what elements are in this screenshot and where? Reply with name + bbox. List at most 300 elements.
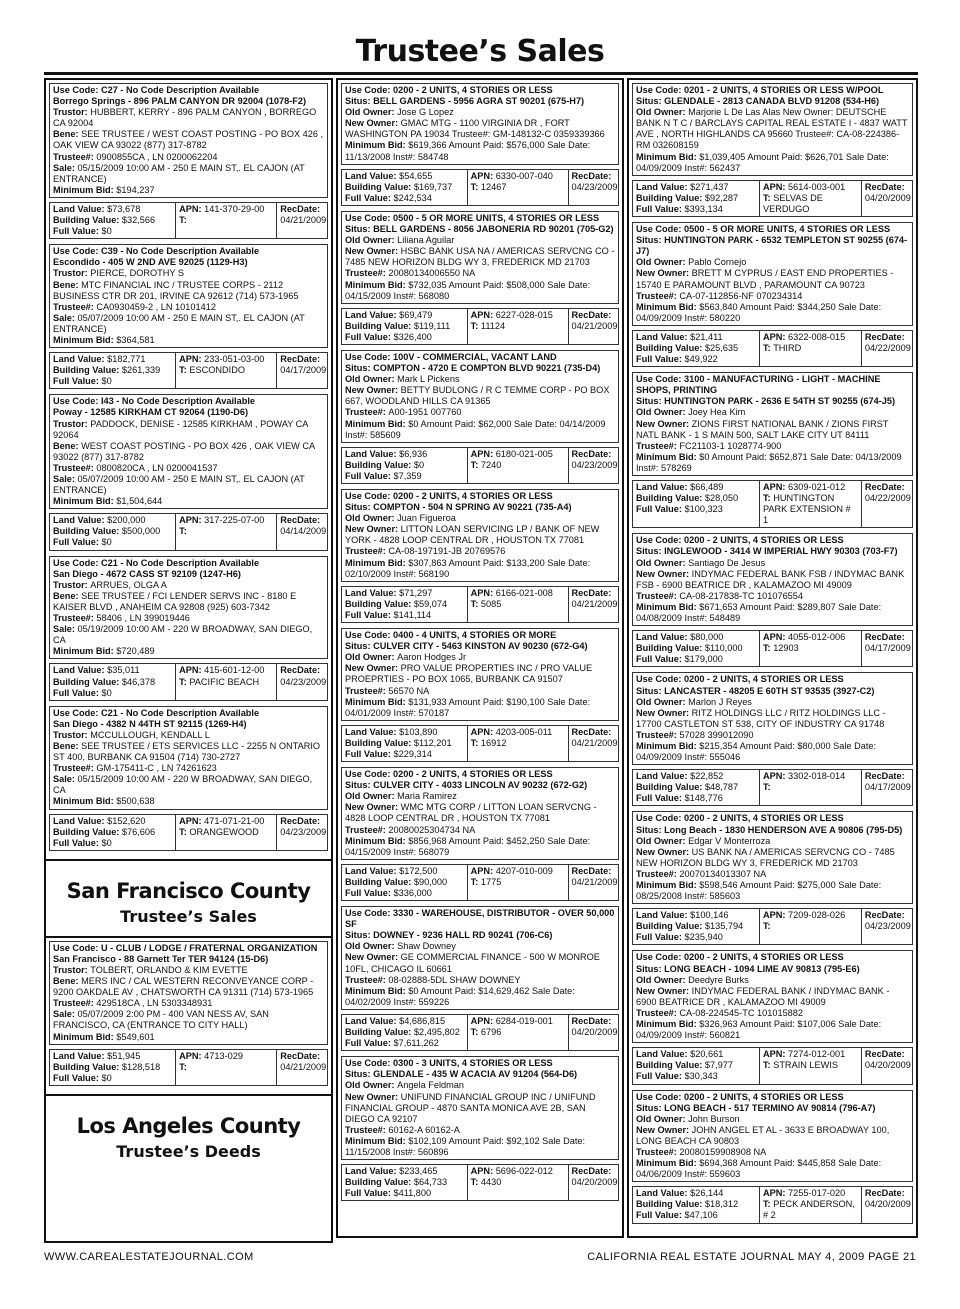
apn-cell [468, 587, 569, 622]
listing-header [632, 811, 913, 904]
listing-header [49, 706, 328, 810]
detail-label: New Owner: [636, 707, 692, 718]
apn-label: APN: [470, 726, 496, 737]
building-value-amount: $32,566 [121, 215, 156, 226]
value-table [632, 769, 913, 806]
detail-label: Old Owner: [345, 107, 398, 118]
value-table [632, 630, 913, 667]
situs: Escondido - 405 W 2ND AVE 92025 (1129-H3) [53, 257, 248, 268]
detail-value: 05/07/2009 10:00 AM - 250 E MAIN ST,. EL CAJON (AT ENTRANCE) [53, 312, 305, 334]
apn-label: APN: [179, 515, 205, 526]
building-value-label: Building Value: [345, 181, 414, 192]
land-value [53, 816, 172, 827]
detail-value: FC21103-1 1028774-900 [679, 440, 782, 451]
detail-label: Minimum Bid: [53, 184, 117, 195]
full-value-label: Full Value: [53, 837, 102, 848]
detail-label: New Owner: [345, 246, 401, 257]
detail-value: GE COMMERCIAL FINANCE - 500 W MONROE 10FL, CHICAGO IL 60661 [345, 952, 600, 974]
listing-detail [345, 246, 615, 268]
detail-label: Trustee#: [636, 1007, 680, 1018]
land-value-amount: $6,936 [399, 448, 428, 459]
detail-label: Minimum Bid: [53, 496, 117, 507]
listing-detail [345, 524, 615, 546]
tract-value: STRAIN LEWIS [773, 1060, 839, 1071]
detail-label: New Owner: [345, 1091, 401, 1102]
listing [341, 211, 619, 345]
land-value-amount: $233,465 [399, 1166, 438, 1177]
building-value [345, 877, 464, 888]
detail-value: RITZ HOLDINGS LLC / RITZ HOLDINGS LLC - 17700 CASTLETON ST 538, CITY OF INDUSTRY CA 91748 [636, 707, 886, 729]
use-code: Use Code: 0200 - 2 UNITS, 4 STORIES OR LESS [636, 674, 844, 685]
building-value [345, 738, 464, 749]
listing-detail [636, 986, 909, 1008]
listing-detail [53, 163, 324, 185]
listing-detail [636, 741, 909, 763]
tract-label: T: [762, 1060, 774, 1071]
land-value-amount: $4,686,815 [399, 1015, 446, 1026]
recdate-cell [569, 1015, 621, 1050]
land-value-amount: $69,479 [399, 309, 433, 320]
detail-label: Old Owner: [636, 557, 689, 568]
land-value [636, 332, 756, 343]
detail-label: Old Owner: [345, 791, 398, 802]
building-value-label: Building Value: [345, 320, 414, 331]
full-value [345, 888, 464, 899]
recdate-value: 04/22/2009 [864, 493, 911, 504]
listing-detail [345, 118, 615, 140]
tract-label: T: [179, 526, 187, 537]
building-value-amount: $112,201 [413, 737, 452, 748]
apn [179, 1051, 273, 1062]
listing [341, 628, 619, 762]
apn [471, 588, 565, 599]
tract-label: T: [762, 643, 774, 654]
use-code: Use Code: 0200 - 2 UNITS, 4 STORIES OR LESS [345, 769, 553, 780]
detail-label: New Owner: [636, 418, 692, 429]
listing-detail [53, 965, 324, 976]
land-value [345, 1016, 464, 1027]
full-value [53, 838, 172, 849]
building-value-label: Building Value: [636, 1199, 705, 1210]
footer-website[interactable]: WWW.CAREALESTATEJOURNAL.COM [44, 1251, 254, 1263]
listing-detail [53, 496, 324, 507]
land-value-label: Land Value: [636, 331, 691, 342]
apn-label: APN: [179, 354, 205, 365]
building-value-label: Building Value: [53, 526, 122, 537]
building-value-label: Building Value: [345, 459, 414, 470]
tract-label: T: [762, 921, 771, 932]
detail-label: Minimum Bid: [636, 601, 700, 612]
detail-label: New Owner: [636, 846, 692, 857]
detail-value: Santiago De Jesus [688, 557, 766, 568]
apn [179, 515, 273, 526]
tract-value: PACIFIC BEACH [189, 676, 260, 687]
detail-value: ZIONS FIRST NATIONAL BANK / ZIONS FIRST NATL BANK - 1 S MAIN 500, SALT LAKE CITY UT 84111 [636, 418, 889, 440]
listing-detail [345, 558, 615, 580]
listing-header [632, 533, 913, 626]
building-value-label: Building Value: [636, 342, 705, 353]
tract [763, 643, 858, 654]
land-value-amount: $80,000 [690, 632, 724, 643]
recdate-value: 04/20/2009 [571, 1177, 618, 1188]
recdate-label: RecDate: [864, 910, 905, 921]
full-value-amount: $336,000 [393, 888, 432, 898]
detail-value: LITTON LOAN SERVICING LP / BANK OF NEW YORK - 4828 LOOP CENTRAL DR , HOUSTON TX 77081 [345, 524, 600, 546]
listing-detail [345, 140, 615, 162]
detail-label: New Owner: [345, 952, 401, 963]
tract [471, 321, 565, 332]
apn-cell [468, 1015, 569, 1050]
listing-detail [53, 268, 324, 279]
land-value [53, 1051, 172, 1062]
land-value [53, 665, 172, 676]
full-value-label: Full Value: [53, 226, 102, 237]
use-code: Use Code: C27 - No Code Description Available [53, 85, 260, 95]
full-value-label: Full Value: [345, 748, 394, 759]
listing-detail [53, 796, 324, 807]
detail-label: Trustee#: [345, 1124, 389, 1135]
detail-value: US BANK NA / AMERICAS SERVCNG CO - 7485 NEW HORIZON BLDG WY 3, FREDERICK MD 21703 [636, 846, 895, 868]
listing-detail [345, 791, 615, 802]
values-cell [633, 909, 760, 944]
tract-value: PECK ANDERSON, # 2 [762, 1199, 855, 1221]
tract-label: T: [762, 1199, 774, 1210]
land-value-label: Land Value: [636, 482, 691, 492]
listing [49, 394, 328, 550]
recdate-label: RecDate: [864, 771, 905, 782]
detail-value: 20070134013307 NA [679, 868, 767, 879]
apn-cell [760, 481, 862, 527]
building-value-label: Building Value: [53, 826, 122, 837]
land-value [636, 1188, 756, 1199]
land-value-label: Land Value: [345, 170, 400, 181]
full-value-label: Full Value: [345, 1038, 394, 1049]
listing-detail [636, 591, 909, 602]
listing [632, 950, 913, 1084]
land-value [345, 1166, 464, 1177]
detail-label: Old Owner: [636, 1113, 689, 1124]
detail-label: Bene: [53, 129, 82, 140]
listing-detail [345, 941, 615, 952]
building-value [53, 827, 172, 838]
recdate-label: RecDate: [571, 448, 612, 459]
tract [471, 599, 565, 610]
detail-value: BRETT M CYPRUS / EAST END PROPERTIES - 15740 E PARAMOUNT BLVD , PARAMOUNT CA 90723 [636, 268, 894, 290]
detail-label: Minimum Bid: [636, 151, 700, 162]
recdate-label: RecDate: [280, 1050, 321, 1061]
building-value [636, 343, 756, 354]
listing-detail [636, 836, 909, 847]
full-value [636, 932, 756, 943]
recdate-value: 04/22/2009 [864, 342, 911, 353]
building-value [345, 1177, 464, 1188]
use-code: Use Code: 0400 - 4 UNITS, 4 STORIES OR MORE [345, 630, 557, 641]
land-value [636, 482, 756, 493]
detail-label: Trustee#: [636, 290, 680, 301]
full-value [345, 193, 464, 204]
land-value [345, 449, 464, 460]
tract-label: T: [179, 1061, 187, 1072]
apn-value: 4207-010-009 [495, 865, 553, 876]
values-cell [50, 353, 176, 388]
listing [632, 372, 913, 528]
listing-detail [53, 335, 324, 346]
tract-value: 1775 [480, 876, 502, 887]
situs: San Diego - 4382 N 44TH ST 92115 (1269-H4) [53, 718, 247, 729]
detail-label: Sale: [53, 162, 78, 173]
listing-detail [345, 825, 615, 836]
recdate-label: RecDate: [864, 632, 905, 643]
situs: Situs: COMPTON - 4720 E COMPTON BLVD 90221 (735-D4) [345, 363, 601, 374]
full-value-amount: $235,940 [684, 932, 723, 943]
listing-detail [636, 697, 909, 708]
situs: Situs: DOWNEY - 9236 HALL RD 90241 (706-C6) [345, 930, 553, 941]
use-code: Use Code: 0300 - 3 UNITS, 4 STORIES OR LESS [345, 1058, 553, 1069]
apn-value: 5614-003-001 [787, 181, 846, 192]
listing-detail [345, 385, 615, 407]
detail-value: $671,653 Amount Paid: $289,807 Sale Date: 04/08/2009 Inst#: 548489 [636, 601, 882, 624]
detail-label: Trustor: [53, 107, 91, 118]
full-value [53, 376, 172, 387]
use-code: Use Code: C21 - No Code Description Available [53, 557, 260, 568]
land-value-amount: $21,411 [690, 331, 723, 342]
detail-label: Bene: [53, 976, 82, 987]
detail-value: Angela Feldman [397, 1080, 464, 1091]
situs: Situs: GLENDALE - 2813 CANADA BLVD 91208 (534-H6) [636, 96, 880, 107]
situs: Situs: HUNTINGTON PARK - 2636 E 54TH ST 90255 (674-J5) [636, 396, 896, 407]
land-value [53, 204, 172, 215]
land-value [345, 588, 464, 599]
land-value-amount: $54,655 [399, 170, 433, 181]
detail-label: Minimum Bid: [345, 696, 409, 707]
listing-header [341, 350, 619, 443]
building-value-label: Building Value: [345, 598, 414, 609]
detail-value: Shaw Downey [397, 941, 456, 952]
apn-label: APN: [470, 309, 496, 320]
apn-value: 233-051-03-00 [204, 354, 265, 365]
value-table [49, 352, 328, 389]
detail-label: Bene: [53, 740, 82, 751]
recdate-label: RecDate: [571, 865, 612, 876]
apn-value: 141-370-29-00 [204, 203, 265, 214]
full-value-label: Full Value: [636, 932, 685, 943]
apn-cell [760, 1187, 862, 1222]
value-table [632, 1047, 913, 1084]
full-value-amount: $229,314 [393, 748, 432, 759]
recdate-value: 04/20/2009 [864, 1199, 911, 1210]
apn-value: 6166-021-008 [495, 587, 553, 598]
recdate-value: 04/20/2009 [864, 1060, 911, 1071]
listing-detail [345, 652, 615, 663]
listing-header [341, 211, 619, 304]
detail-value: 05/19/2009 10:00 AM - 220 W BROADWAY, SAN DIEGO, CA [53, 624, 313, 646]
listing [341, 1056, 619, 1201]
full-value-amount: $47,106 [684, 1210, 718, 1221]
county-name: San Francisco County [66, 878, 311, 903]
listing-detail [53, 646, 324, 657]
apn [763, 182, 858, 193]
listing-detail [636, 975, 909, 986]
listing-detail [53, 474, 324, 496]
recdate-value: 04/23/2009 [280, 676, 327, 687]
county-section: Trustee’s Deeds [116, 1141, 261, 1161]
apn [763, 771, 858, 782]
detail-label: Trustee#: [345, 824, 389, 835]
detail-value: 20080159908908 NA [679, 1146, 767, 1157]
listing-detail [345, 107, 615, 118]
recdate-value: 04/21/2009 [280, 1061, 327, 1072]
situs: Situs: Long Beach - 1830 HENDERSON AVE A 90806 (795-D5) [636, 824, 903, 835]
listing-detail [53, 185, 324, 196]
tract [179, 365, 273, 376]
listing-detail [53, 302, 324, 313]
full-value-amount: $141,114 [393, 609, 432, 620]
detail-label: Old Owner: [636, 407, 689, 418]
listing-detail [345, 1080, 615, 1091]
apn-value: 6284-019-001 [495, 1015, 553, 1026]
values-cell [50, 664, 176, 699]
column-san-diego [44, 78, 333, 1243]
apn-value: 6309-021-012 [787, 482, 846, 492]
tract-label: T: [179, 826, 190, 837]
building-value-amount: $128,518 [121, 1061, 161, 1072]
tract-value: THIRD [773, 342, 802, 353]
use-code: Use Code: U - CLUB / LODGE / FRATERNAL ORGANIZATION [53, 942, 318, 953]
recdate-cell [862, 631, 914, 666]
apn-value: 7255-017-020 [787, 1188, 846, 1199]
tract [763, 1199, 858, 1221]
recdate-cell [862, 331, 914, 366]
detail-label: Old Owner: [636, 257, 689, 268]
listing-header [632, 83, 913, 176]
detail-value: Maria Ramirez [397, 791, 457, 802]
listing-header [341, 906, 619, 1010]
full-value [345, 610, 464, 621]
detail-value: $326,963 Amount Paid: $107,006 Sale Date: 04/09/2009 Inst#: 560821 [636, 1019, 882, 1041]
full-value-amount: $242,534 [393, 192, 432, 203]
value-table [632, 908, 913, 945]
recdate-value: 04/21/2009 [280, 215, 327, 226]
full-value [345, 1188, 464, 1199]
land-value-label: Land Value: [636, 771, 691, 782]
detail-value: HSBC BANK USA NA / AMERICAS SERVCNG CO - 7485 NEW HORIZON BLDG WY 3, FREDERICK MD 21703 [345, 246, 615, 268]
full-value [636, 354, 756, 365]
apn-value: 6180-021-005 [495, 448, 553, 459]
apn-cell [468, 309, 569, 344]
tract-label: T: [470, 737, 481, 748]
land-value [53, 515, 172, 526]
listing-detail [53, 152, 324, 163]
recdate-label: RecDate: [280, 815, 321, 826]
value-table [49, 513, 328, 550]
recdate-label: RecDate: [864, 482, 905, 492]
recdate-value: 04/21/2009 [571, 876, 618, 887]
building-value [345, 1027, 464, 1038]
tract-value: ORANGEWOOD [189, 826, 259, 837]
tract [763, 1060, 858, 1071]
listing-detail [345, 546, 615, 557]
full-value-amount: $148,776 [684, 793, 723, 804]
use-code: Use Code: 0200 - 2 UNITS, 4 STORIES OR LESS [636, 1091, 844, 1102]
apn-label: APN: [179, 665, 205, 676]
detail-label: Sale: [53, 1009, 78, 1020]
tract [179, 827, 273, 838]
apn-value: 7209-028-026 [787, 910, 846, 921]
listing-group-la-2 [629, 83, 916, 1224]
building-value-amount: $76,606 [121, 826, 156, 837]
tract [179, 526, 273, 537]
detail-label: Minimum Bid: [53, 796, 117, 807]
listing-header [341, 83, 619, 165]
building-value [53, 215, 172, 226]
values-cell [633, 331, 760, 366]
full-value [636, 504, 756, 515]
detail-label: Trustee#: [345, 546, 389, 557]
building-value-amount: $169,737 [413, 181, 453, 192]
use-code: Use Code: 0200 - 2 UNITS, 4 STORIES OR LESS [345, 491, 553, 501]
use-code: Use Code: I43 - No Code Description Available [53, 396, 255, 407]
full-value-label: Full Value: [636, 504, 685, 515]
listing-detail [345, 235, 615, 246]
page-title: Trustee’s Sales [355, 34, 605, 69]
full-value-amount: $7,611,262 [393, 1038, 439, 1049]
listing-detail [345, 1136, 615, 1158]
listing-detail [636, 407, 909, 418]
values-cell [633, 770, 760, 805]
tract-value: SELVAS DE VERDUGO [762, 192, 823, 214]
recdate-label: RecDate: [571, 1015, 612, 1026]
listing-header [341, 628, 619, 721]
listing-detail [636, 452, 909, 474]
listing-detail [345, 975, 615, 986]
full-value [345, 471, 464, 482]
building-value-amount: $18,312 [704, 1199, 739, 1210]
detail-value: Pablo Cornejo [688, 257, 747, 268]
land-value-amount: $152,620 [107, 815, 146, 826]
tract-value: 16912 [480, 737, 507, 748]
land-value-label: Land Value: [53, 203, 108, 214]
land-value-amount: $172,500 [399, 865, 438, 876]
apn [763, 910, 858, 921]
tract [471, 460, 565, 471]
land-value [53, 354, 172, 365]
value-table [632, 1186, 913, 1223]
apn-label: APN: [179, 815, 205, 826]
tract-label: T: [470, 181, 481, 192]
full-value [636, 1071, 756, 1082]
land-value-label: Land Value: [53, 1050, 108, 1061]
recdate-cell [277, 353, 329, 388]
recdate-label: RecDate: [280, 515, 321, 526]
use-code: Use Code: 0200 - 2 UNITS, 4 STORIES OR LESS [345, 85, 553, 95]
use-code: Use Code: C21 - No Code Description Available [53, 707, 260, 718]
apn-cell [176, 1050, 277, 1085]
tract-label: T: [762, 782, 771, 793]
land-value [345, 310, 464, 321]
listing-detail [345, 280, 615, 302]
detail-value: $0 Amount Paid: $62,000 Sale Date: 04/14/2009 Inst#: 585609 [345, 418, 606, 440]
values-cell [50, 514, 176, 549]
recdate-cell [862, 1048, 914, 1083]
use-code: Use Code: 3100 - MANUFACTURING - LIGHT - MACHINE SHOPS, PRINTING [636, 374, 881, 396]
building-value-label: Building Value: [53, 676, 122, 687]
value-table [341, 725, 619, 762]
full-value-label: Full Value: [53, 376, 102, 387]
detail-value: $619,366 Amount Paid: $576,000 Sale Date: 11/13/2008 Inst#: 584748 [345, 140, 591, 162]
listing-detail [636, 1019, 909, 1041]
values-cell [50, 203, 176, 238]
listing-detail [636, 257, 909, 268]
